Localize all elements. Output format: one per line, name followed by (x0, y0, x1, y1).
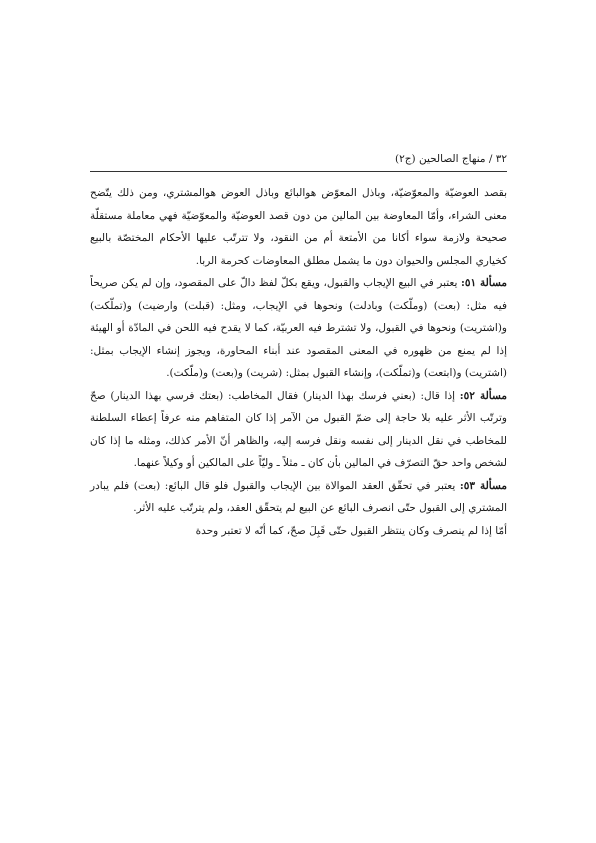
masala-heading: مسألة ٥٣: (459, 479, 507, 492)
running-header: ٣٢ / منهاج الصالحين (ج٢) (395, 153, 507, 165)
paragraph-continuation (90, 182, 507, 272)
paragraph-text: بقصد العوضيّة والمعوّضيّة، وباذل المعوّض هوالبائع وباذل العوض هوالمشتري، ومن ذلك يتّضح معنى الشراء، وأمّا المعاوضة بين المالين من دون قصد العوضيّة والمعوّضيّة فهي معاملة مستقلّة صحيحة ولازمة سواء أكانا من الأمتعة أم من النقود، ولا تترتّب عليها الأحكام المختصّة بالبيع كخياري المجلس والحيوان دون ما يشمل مطلق المعاوضات كحرمة الربا. (90, 187, 507, 267)
masala-52 (90, 385, 507, 475)
paragraph-text: يعتبر في البيع الإيجاب والقبول، ويقع بكلّ لفظ دالّ على المقصود، وإن لم يكن صريحاً فيه مثل: (بعت) (وملّكت) وبادلت) ونحوها في الإيجاب، ومثل: (قبلت) وارضيت) و(تملّكت) و(اشتريت) ونحوها في القبول، ولا تشترط فيه العربيّة، كما لا يقدح فيه اللحن في المادّة أو الهيئة إذا لم يمنع من ظهوره في المعنى المقصود عند أبناء المحاورة، ويجوز إنشاء الإيجاب بمثل: (اشتريت) و(ابتعت) و(تملّكت)، وإنشاء القبول بمثل: (شريت) و(بعت) و(ملّكت). (90, 277, 507, 379)
paragraph-text: يعتبر في تحقّق العقد الموالاة بين الإيجاب والقبول فلو قال البائع: (بعت) فلم يبادر المشتري إلى القبول حتّى انصرف البائع عن البيع لم يتحقّق العقد، ولم يترتّب عليه الأثر. (90, 479, 507, 514)
masala-heading: مسألة ٥١: (460, 277, 507, 289)
paragraph-last (90, 520, 507, 543)
header-rule (90, 171, 507, 172)
masala-51 (90, 272, 507, 385)
page-body (90, 182, 507, 542)
masala-53 (90, 475, 507, 520)
masala-heading: مسألة ٥٢: (459, 389, 507, 402)
paragraph-text: أمّا إذا لم ينصرف وكان ينتظر القبول حتّى قَبِلَ صحّ، كما أنّه لا تعتبر وحدة (195, 524, 507, 537)
paragraph-text: إذا قال: (بعني فرسك بهذا الدينار) فقال المخاطب: (بعتك فرسي بهذا الدينار) صحّ وترتّب الأثر عليه بلا حاجة إلى ضمّ القبول من الآمر إذا كان المتفاهم منه عرفاً إعطاء السلطنة للمخاطب في نقل الدينار إلى نفسه ونقل فرسه إليه، والظاهر أنّ الأمر كذلك، ومثله ما إذا كان لشخص واحد حقّ التصرّف في المالين بأن كان ـ مثلاً ـ وليّاً على المالكين أو وكيلاً عنهما. (90, 389, 507, 469)
